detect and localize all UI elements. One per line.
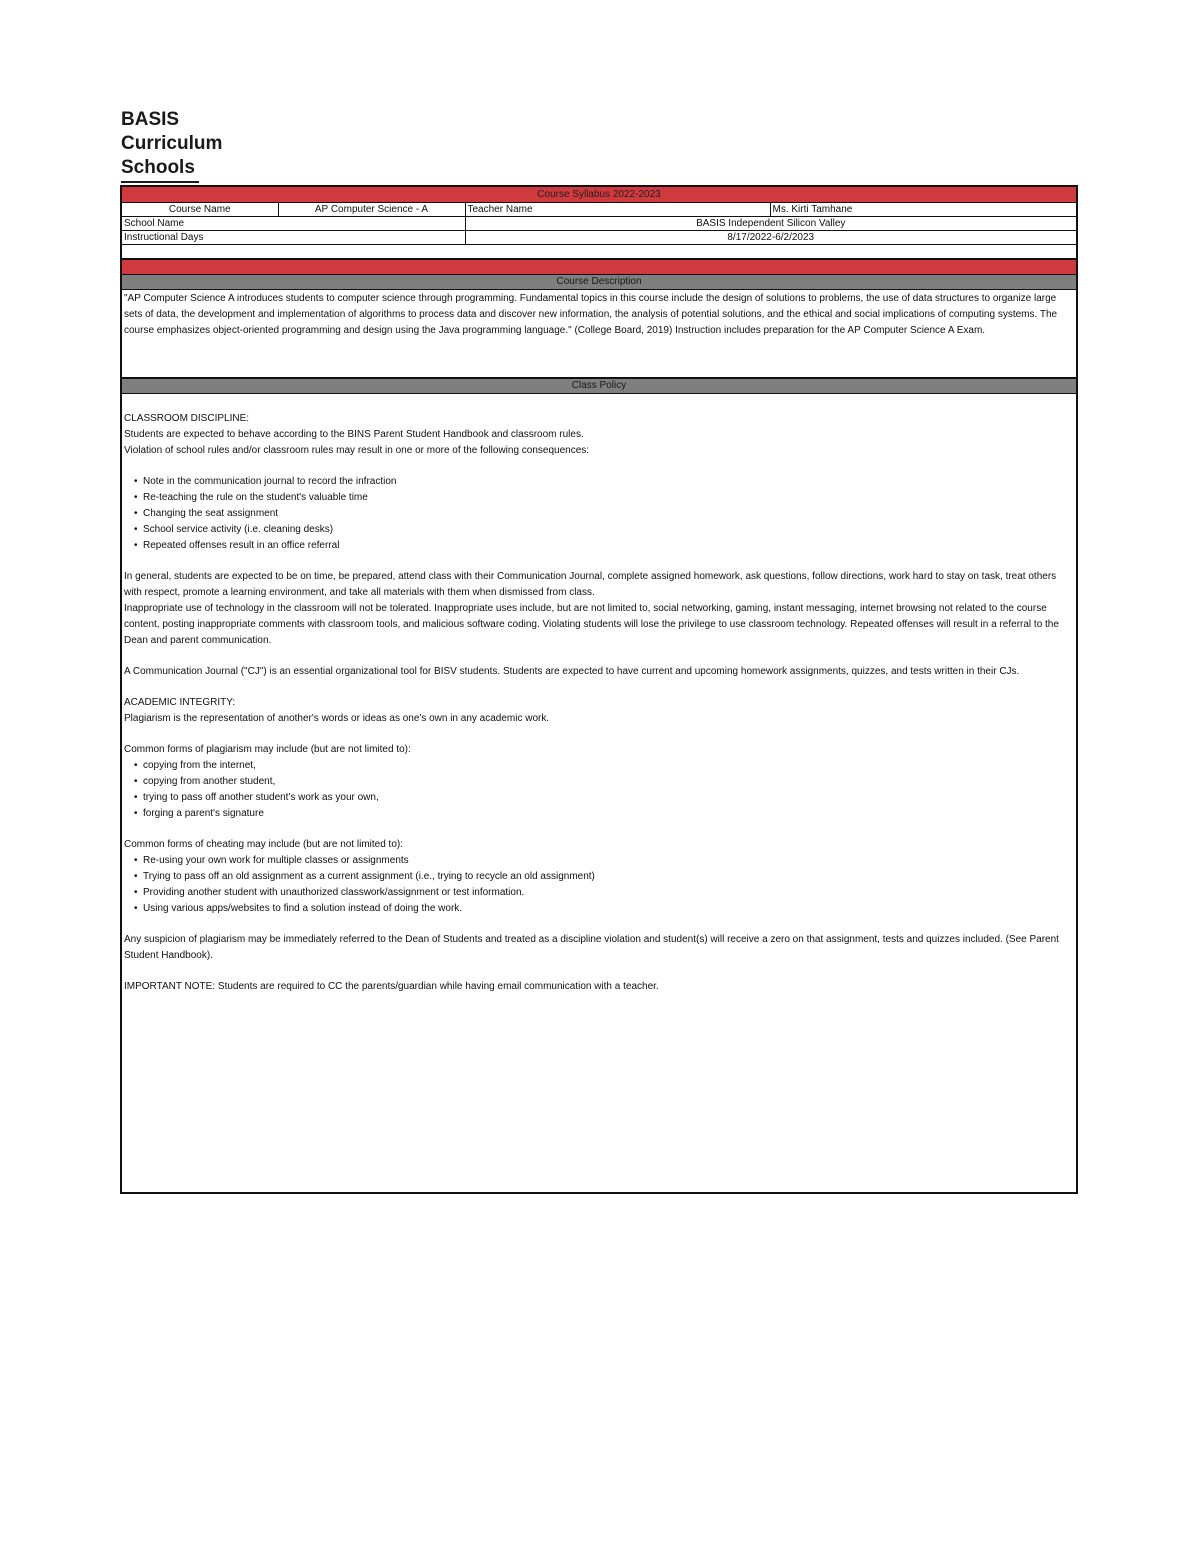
spacer <box>124 964 1073 979</box>
school-name-label: School Name <box>122 217 465 231</box>
plagiarism-intro: Common forms of plagiarism may include (but are not limited to): <box>124 744 411 755</box>
list-item: • Re-using your own work for multiple classes or assignments <box>134 853 1073 869</box>
discipline-line: Violation of school rules and/or classroom rules may result in one or more of the following consequences: <box>124 445 590 456</box>
logo-underline <box>121 181 199 183</box>
spacer <box>124 727 1073 742</box>
spacer <box>124 917 1073 932</box>
instructional-days-label: Instructional Days <box>122 231 465 245</box>
course-info-table <box>122 203 1076 245</box>
table-row <box>122 231 1076 245</box>
list-item: • Repeated offenses result in an office referral <box>134 538 1073 554</box>
list-item: • Trying to pass off an old assignment as a current assignment (i.e., trying to recycle an old assignment) <box>134 869 1073 885</box>
integrity-heading: ACADEMIC INTEGRITY: <box>124 697 236 708</box>
technology-para: Inappropriate use of technology in the classroom will not be tolerated. Inappropriate uses include, but are not limited to, social networking, gaming, instant messaging, internet browsing not related to the course content, posting inappropriate comments with classroom tools, and malicious software coding. Violating students will lose the privilege to use classroom technology. Repeated offenses will result in a referral to the Dean and parent communication. <box>124 603 1059 646</box>
communication-journal-para: A Communication Journal ("CJ") is an essential organizational tool for BISV students. Students are expected to have current and upcoming homework assignments, quizzes, and tests written in their CJs. <box>124 666 1020 677</box>
general-expectations-para: In general, students are expected to be on time, be prepared, attend class with their Communication Journal, complete assigned homework, ask questions, follow directions, work hard to stay on task, treat others with respect, promote a learning environment, and take all materials with them when dismissed from class. <box>124 571 1057 598</box>
instructional-days-value: 8/17/2022-6/2/2023 <box>465 231 1076 245</box>
plagiarism-list <box>124 758 1073 822</box>
syllabus-title-bar: Course Syllabus 2022-2023 <box>122 187 1076 203</box>
spacer <box>124 649 1073 664</box>
class-policy-body <box>122 394 1076 995</box>
discipline-line: Students are expected to behave according to the BINS Parent Student Handbook and classroom rules. <box>124 429 584 440</box>
school-logo <box>121 108 241 180</box>
class-policy-header: Class Policy <box>122 379 1076 394</box>
course-description-text: "AP Computer Science A introduces students to computer science through programming. Fundamental topics in this course include the design of solutions to problems, the use of data structures to organize large sets of data, the development and implementation of algorithms to process data and discover new information, the analysis of potential solutions, and the ethical and social implications of computing systems. The course emphasizes object-oriented programming and design using the Java programming language." (College Board, 2019) Instruction includes preparation for the AP Computer Science A Exam. <box>122 290 1076 379</box>
teacher-name-label: Teacher Name <box>465 203 770 217</box>
spacer <box>124 554 1073 569</box>
list-item: • copying from the internet, <box>134 758 1073 774</box>
list-item: • Providing another student with unauthorized classwork/assignment or test information. <box>134 885 1073 901</box>
table-row <box>122 217 1076 231</box>
cheating-intro: Common forms of cheating may include (but are not limited to): <box>124 839 404 850</box>
red-divider-bar <box>122 260 1076 275</box>
spacer <box>124 680 1073 695</box>
school-name-value: BASIS Independent Silicon Valley <box>465 217 1076 231</box>
teacher-name-value: Ms. Kirti Tamhane <box>770 203 1076 217</box>
spacer <box>124 459 1073 474</box>
suspicion-para: Any suspicion of plagiarism may be immediately referred to the Dean of Students and treated as a discipline violation and student(s) will receive a zero on that assignment, tests and quizzes included. (See Parent Student Handbook). <box>124 934 1059 961</box>
course-name-value: AP Computer Science - A <box>278 203 465 217</box>
table-row <box>122 203 1076 217</box>
list-item: • Note in the communication journal to record the infraction <box>134 474 1073 490</box>
integrity-line: Plagiarism is the representation of another's words or ideas as one's own in any academic work. <box>124 713 550 724</box>
list-item: • Using various apps/websites to find a solution instead of doing the work. <box>134 901 1073 917</box>
spacer <box>124 822 1073 837</box>
syllabus-document <box>120 185 1078 1194</box>
list-item: • Re-teaching the rule on the student's valuable time <box>134 490 1073 506</box>
discipline-heading: CLASSROOM DISCIPLINE: <box>124 413 250 424</box>
consequences-list <box>124 474 1073 554</box>
logo-line-basis: BASIS <box>121 109 180 130</box>
logo-line-curriculum: Curriculum <box>121 133 223 154</box>
list-item: • copying from another student, <box>134 774 1073 790</box>
logo-line-schools: Schools <box>121 157 195 178</box>
course-description-header: Course Description <box>122 275 1076 290</box>
list-item: • forging a parent's signature <box>134 806 1073 822</box>
important-note: IMPORTANT NOTE: Students are required to CC the parents/guardian while having email communication with a teacher. <box>124 981 659 992</box>
list-item: • Changing the seat assignment <box>134 506 1073 522</box>
list-item: • trying to pass off another student's work as your own, <box>134 790 1073 806</box>
list-item: • School service activity (i.e. cleaning desks) <box>134 522 1073 538</box>
cheating-list <box>124 853 1073 917</box>
course-name-label: Course Name <box>122 203 278 217</box>
blank-row <box>122 245 1076 260</box>
